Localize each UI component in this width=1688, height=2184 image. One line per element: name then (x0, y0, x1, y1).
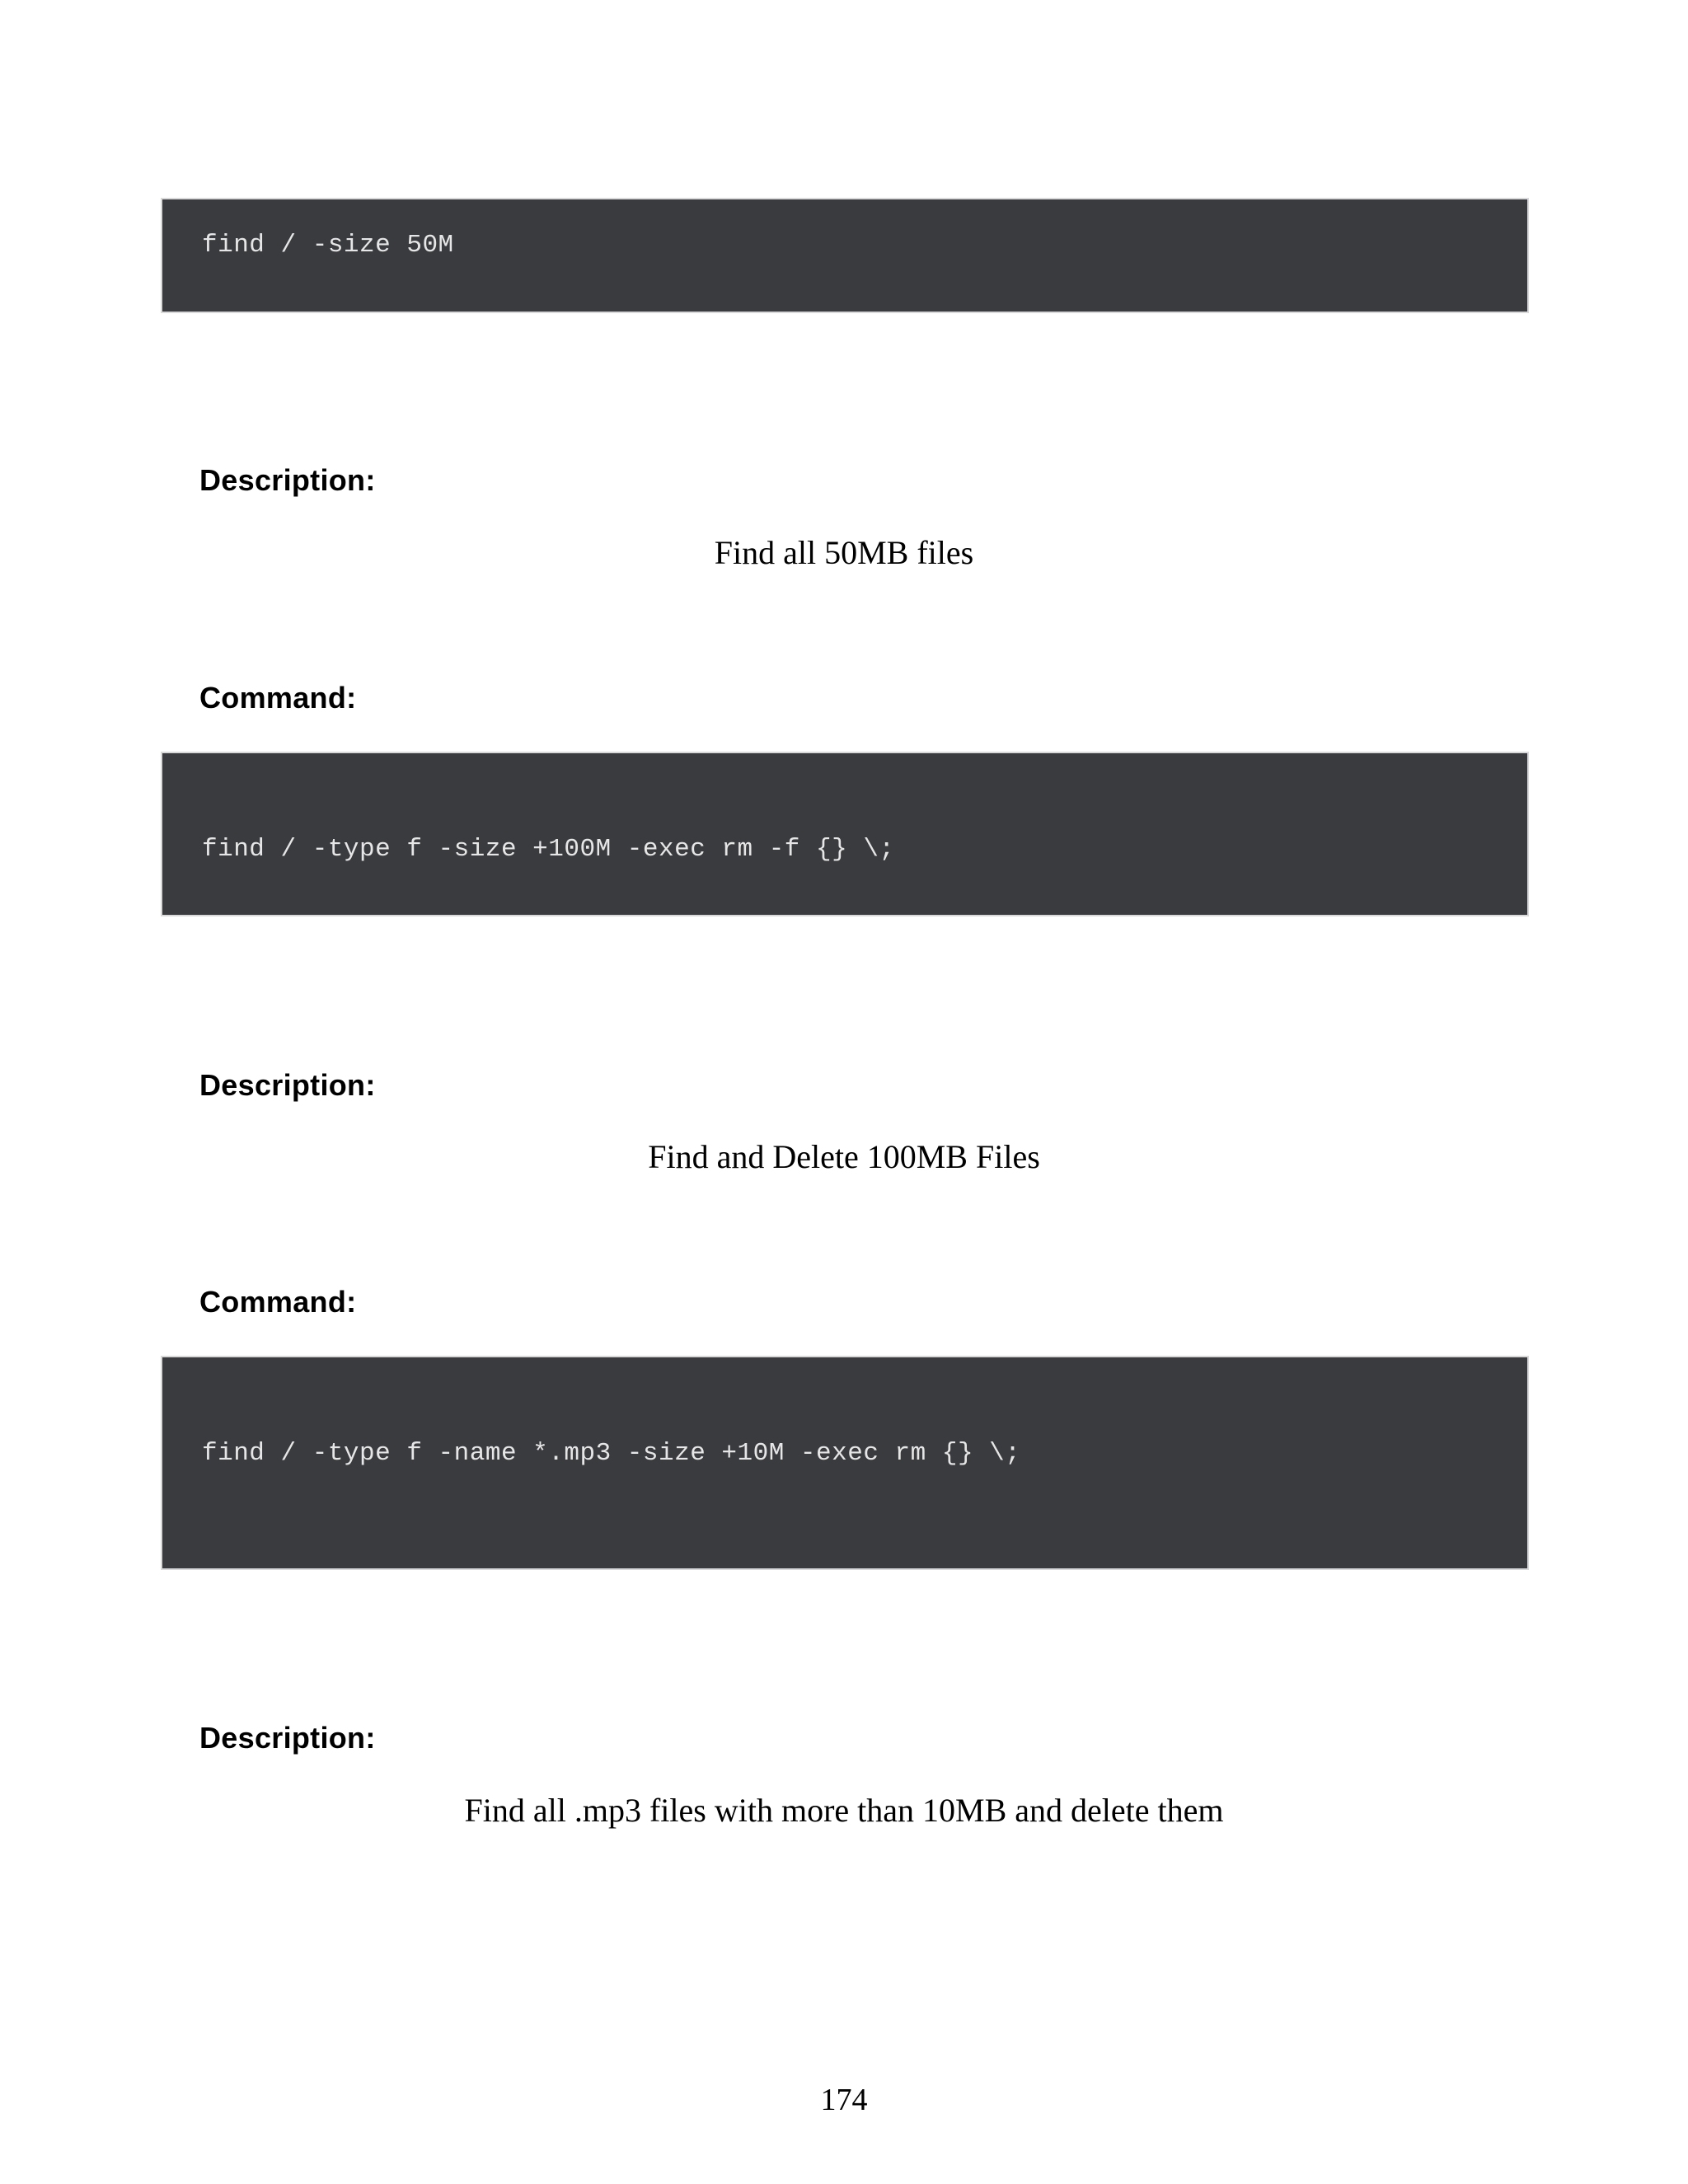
code-block-1 (161, 198, 1529, 313)
command-text-1: find / -size 50M (202, 231, 454, 260)
command-label-3: Command: (199, 1285, 357, 1319)
command-text-3: find / -type f -name *.mp3 -size +10M -exec rm {} \; (202, 1439, 1021, 1468)
description-label-2: Description: (199, 1068, 376, 1102)
code-block-2 (161, 752, 1529, 916)
command-label-2: Command: (199, 681, 357, 715)
description-label-1: Description: (199, 463, 376, 497)
description-text-2: Find and Delete 100MB Files (648, 1138, 1040, 1175)
description-label-3: Description: (199, 1721, 376, 1755)
command-text-2: find / -type f -size +100M -exec rm -f {} \; (202, 835, 895, 864)
page-number: 174 (820, 2083, 868, 2117)
code-block-3 (161, 1356, 1529, 1570)
description-text-1: Find all 50MB files (714, 534, 974, 571)
description-text-3: Find all .mp3 files with more than 10MB and delete them (464, 1792, 1224, 1829)
